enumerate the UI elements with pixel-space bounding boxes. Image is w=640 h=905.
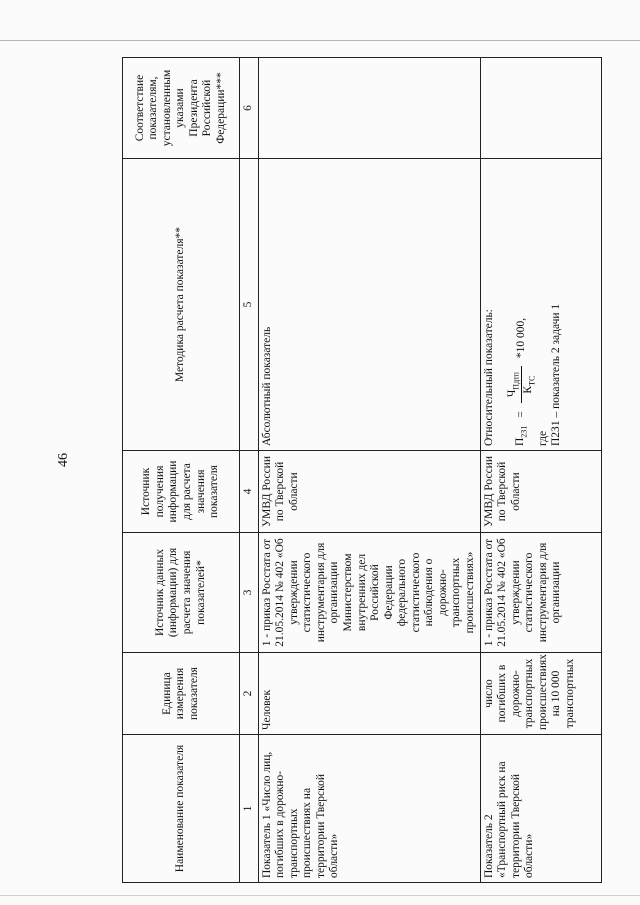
col-number: 1 (240, 735, 259, 883)
indicator-method: Абсолютный показатель (258, 159, 480, 451)
method-definition: П2З1 – показатель 2 задачи 1 (550, 303, 563, 446)
indicator-compliance (258, 58, 480, 159)
formula-left: $П_{2З1}$ (513, 425, 529, 446)
indicator-unit: число погибших в дорожно-транспортных происшествиях на 10 000 транспортных (480, 653, 601, 735)
scan-edge-top (0, 40, 640, 41)
col-number: 6 (240, 58, 259, 159)
col-number: 5 (240, 159, 259, 451)
scan-edge-bottom (0, 895, 640, 896)
indicator-method (480, 159, 601, 451)
method-intro: Относительный показатель: (482, 309, 495, 446)
header-unit: Единица измерения показателя (123, 653, 240, 735)
col-number: 3 (240, 533, 259, 653)
indicator-info-source: УМВД России по Тверской области (258, 451, 480, 533)
rotated-table-wrapper (122, 58, 576, 883)
header-data-source: Источник данных (информации) для расчета значения показателей* (123, 533, 240, 653)
indicator-name: Показатель 1 «Число лиц, погибших в дорожно-транспортных происшествиях на территории Тверской области» (258, 735, 480, 883)
indicator-info-source: УМВД России по Тверской области (480, 451, 601, 533)
indicator-name: Показатель 2 «Транспортный риск на территории Тверской области» (480, 735, 601, 883)
indicator-data-source: 1 - приказ Росстата от 21.05.2014 № 402 «Об утверждении статистического инструментария для организации (480, 533, 601, 653)
col-number: 4 (240, 451, 259, 533)
indicator-data-source: 1 - приказ Росстата от 21.05.2014 № 402 «Об утверждении статистического инструментария для организации Министерством внутренних дел Российской Федерации федерального статистического наблюдения о дорожно-транспортных происшествиях» (258, 533, 480, 653)
header-name: Наименование показателя (123, 735, 240, 883)
method-where: где (536, 430, 549, 446)
formula-fraction (506, 366, 536, 403)
header-method: Методика расчета показателя** (123, 159, 240, 451)
column-number-row (240, 58, 259, 883)
indicator-compliance (480, 58, 601, 159)
formula-multiplier: *10 000, (514, 317, 527, 359)
header-row (123, 58, 240, 883)
col-number: 2 (240, 653, 259, 735)
header-compliance: Соответствие показателям, установленным указами Президента Российской Федерации*** (123, 58, 240, 159)
header-info-source: Источник получения информации для расчета значения показателя (123, 451, 240, 533)
table-row (258, 58, 480, 883)
indicator-unit: Человек (258, 653, 480, 735)
formula-equals: = (514, 411, 527, 418)
table-row (480, 58, 601, 883)
method-formula (506, 163, 536, 446)
page-number: 46 (56, 453, 71, 467)
formula-denominator: $К_{ТС}$ (521, 375, 537, 394)
formula-numerator: $Ч_{Пдтп}$ (506, 366, 522, 403)
indicator-table (122, 57, 602, 883)
